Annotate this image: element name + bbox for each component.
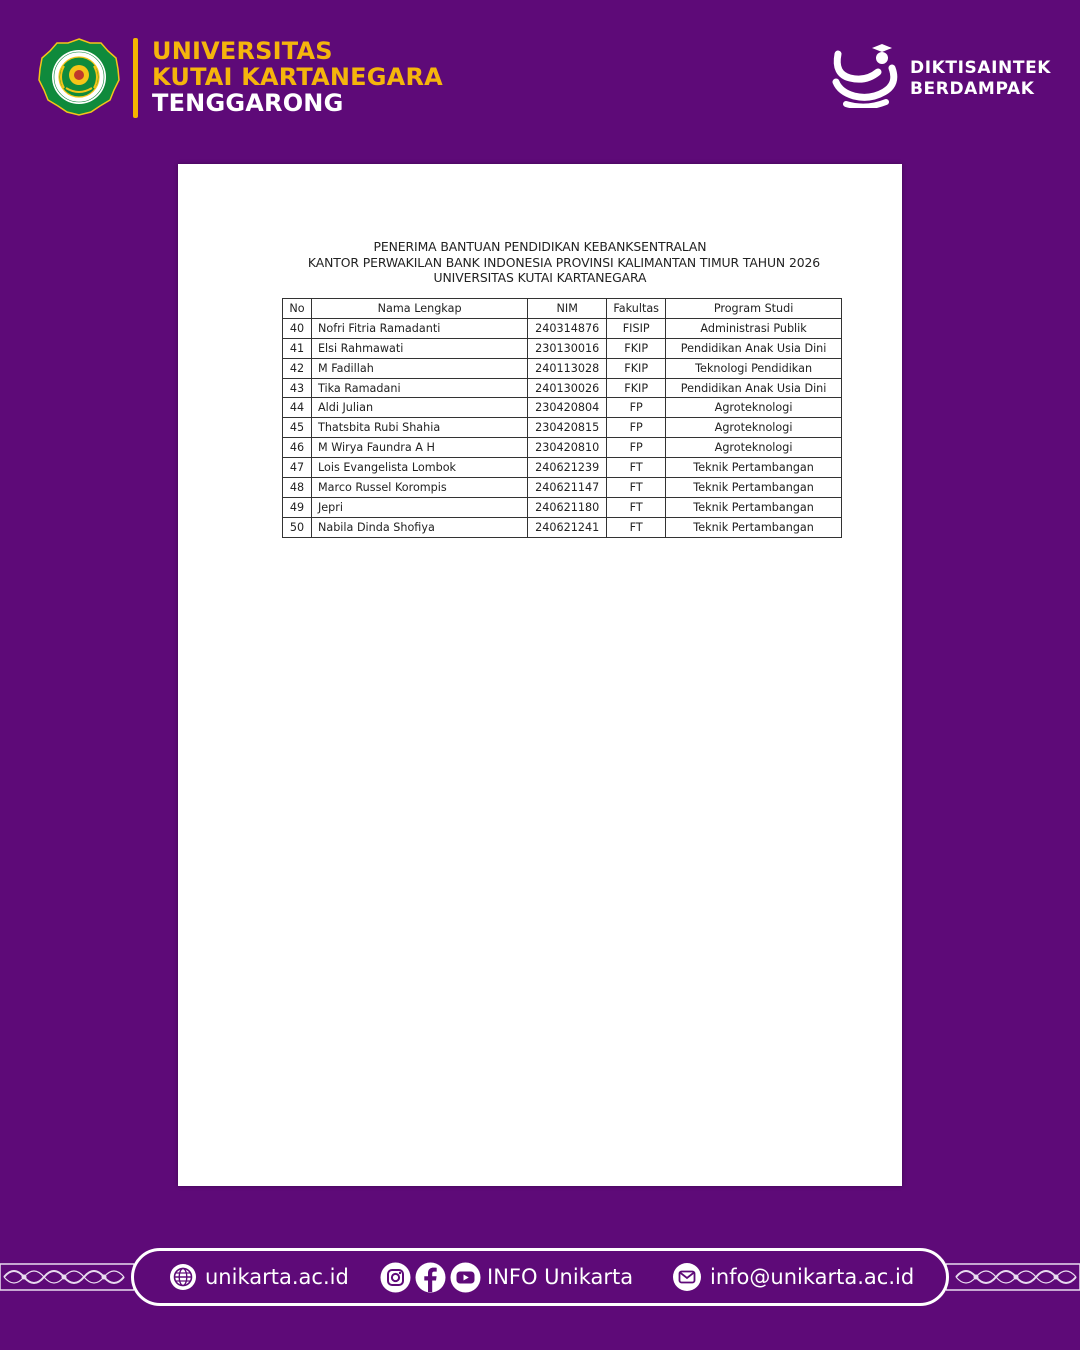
cell-no: 49 xyxy=(283,497,312,517)
table-row xyxy=(283,318,842,338)
cell-name: Nofri Fitria Ramadanti xyxy=(311,318,527,338)
cell-faculty: FKIP xyxy=(607,378,666,398)
cell-nim: 230420810 xyxy=(528,438,607,458)
social-handle[interactable]: INFO Unikarta xyxy=(487,1265,634,1289)
document-title-line3: UNIVERSITAS KUTAI KARTANEGARA xyxy=(433,270,647,285)
cell-no: 47 xyxy=(283,458,312,478)
cell-program: Pendidikan Anak Usia Dini xyxy=(666,378,842,398)
cell-faculty: FT xyxy=(607,478,666,498)
document-title-line2: KANTOR PERWAKILAN BANK INDONESIA PROVINSI KALIMANTAN TIMUR TAHUN 2026 xyxy=(307,254,821,270)
cell-nim: 240621180 xyxy=(528,497,607,517)
batik-ornament-right xyxy=(946,1262,1080,1292)
partner-name xyxy=(910,58,1051,100)
cell-no: 46 xyxy=(283,438,312,458)
instagram-icon[interactable] xyxy=(380,1262,411,1293)
recipients-table xyxy=(282,298,842,538)
table-row xyxy=(283,497,842,517)
cell-name: Aldi Julian xyxy=(311,398,527,418)
cell-name: Lois Evangelista Lombok xyxy=(311,458,527,478)
cell-faculty: FKIP xyxy=(607,358,666,378)
cell-name: Tika Ramadani xyxy=(311,378,527,398)
email-link[interactable]: info@unikarta.ac.id xyxy=(710,1265,915,1289)
table-row xyxy=(283,418,842,438)
cell-program: Teknik Pertambangan xyxy=(666,458,842,478)
cell-nim: 240130026 xyxy=(528,378,607,398)
table-row xyxy=(283,478,842,498)
cell-program: Teknologi Pendidikan xyxy=(666,358,842,378)
cell-name: M Wirya Faundra A H xyxy=(311,438,527,458)
youtube-icon[interactable] xyxy=(450,1262,481,1293)
column-header-no: No xyxy=(283,299,312,319)
cell-no: 40 xyxy=(283,318,312,338)
website-link[interactable]: unikarta.ac.id xyxy=(205,1265,349,1289)
cell-nim: 240621147 xyxy=(528,478,607,498)
cell-faculty: FT xyxy=(607,458,666,478)
cell-faculty: FT xyxy=(607,497,666,517)
header-divider xyxy=(133,38,138,118)
table-row xyxy=(283,458,842,478)
cell-faculty: FT xyxy=(607,517,666,537)
cell-no: 45 xyxy=(283,418,312,438)
cell-no: 44 xyxy=(283,398,312,418)
column-header-faculty: Fakultas xyxy=(607,299,666,319)
cell-no: 48 xyxy=(283,478,312,498)
cell-faculty: FP xyxy=(607,418,666,438)
table-row xyxy=(283,517,842,537)
footer-email[interactable] xyxy=(672,1262,914,1292)
university-seal-logo xyxy=(38,38,120,116)
footer-website[interactable] xyxy=(169,1262,349,1292)
university-name xyxy=(152,38,443,116)
cell-name: Marco Russel Korompis xyxy=(311,478,527,498)
cell-name: Elsi Rahmawati xyxy=(311,338,527,358)
partner-name-line1: DIKTISAINTEK xyxy=(910,58,1052,78)
table-row xyxy=(283,378,842,398)
university-name-line2: KUTAI KARTANEGARA xyxy=(152,63,443,91)
mail-icon xyxy=(672,1262,702,1292)
cell-nim: 240621241 xyxy=(528,517,607,537)
cell-program: Teknik Pertambangan xyxy=(666,478,842,498)
cell-no: 43 xyxy=(283,378,312,398)
cell-program: Teknik Pertambangan xyxy=(666,497,842,517)
cell-program: Agroteknologi xyxy=(666,418,842,438)
facebook-icon[interactable] xyxy=(415,1262,446,1293)
table-row xyxy=(283,438,842,458)
partner-name-line2: BERDAMPAK xyxy=(910,79,1035,99)
table-row xyxy=(283,358,842,378)
cell-faculty: FISIP xyxy=(607,318,666,338)
cell-nim: 230420804 xyxy=(528,398,607,418)
batik-ornament-left xyxy=(0,1262,134,1292)
cell-no: 50 xyxy=(283,517,312,537)
document-title-line1: PENERIMA BANTUAN PENDIDIKAN KEBANKSENTRALAN xyxy=(373,239,707,254)
cell-faculty: FP xyxy=(607,398,666,418)
document-title xyxy=(178,239,902,286)
cell-faculty: FKIP xyxy=(607,338,666,358)
cell-nim: 240113028 xyxy=(528,358,607,378)
cell-name: Nabila Dinda Shofiya xyxy=(311,517,527,537)
table-row xyxy=(283,398,842,418)
cell-nim: 240621239 xyxy=(528,458,607,478)
footer-social xyxy=(380,1262,633,1292)
document-page xyxy=(178,164,902,1186)
cell-nim: 240314876 xyxy=(528,318,607,338)
cell-name: Thatsbita Rubi Shahia xyxy=(311,418,527,438)
cell-nim: 230420815 xyxy=(528,418,607,438)
university-name-line3: TENGGARONG xyxy=(152,89,344,117)
cell-name: M Fadillah xyxy=(311,358,527,378)
cell-program: Agroteknologi xyxy=(666,398,842,418)
column-header-nim: NIM xyxy=(528,299,607,319)
cell-program: Teknik Pertambangan xyxy=(666,517,842,537)
cell-no: 41 xyxy=(283,338,312,358)
cell-name: Jepri xyxy=(311,497,527,517)
cell-no: 42 xyxy=(283,358,312,378)
globe-icon xyxy=(169,1263,197,1291)
table-row xyxy=(283,338,842,358)
table-header-row xyxy=(283,299,842,319)
column-header-name: Nama Lengkap xyxy=(311,299,527,319)
cell-program: Pendidikan Anak Usia Dini xyxy=(666,338,842,358)
cell-faculty: FP xyxy=(607,438,666,458)
cell-program: Administrasi Publik xyxy=(666,318,842,338)
cell-nim: 230130016 xyxy=(528,338,607,358)
university-name-line1: UNIVERSITAS xyxy=(152,37,333,65)
diktisaintek-logo-icon xyxy=(832,44,898,108)
cell-program: Agroteknologi xyxy=(666,438,842,458)
column-header-program: Program Studi xyxy=(666,299,842,319)
